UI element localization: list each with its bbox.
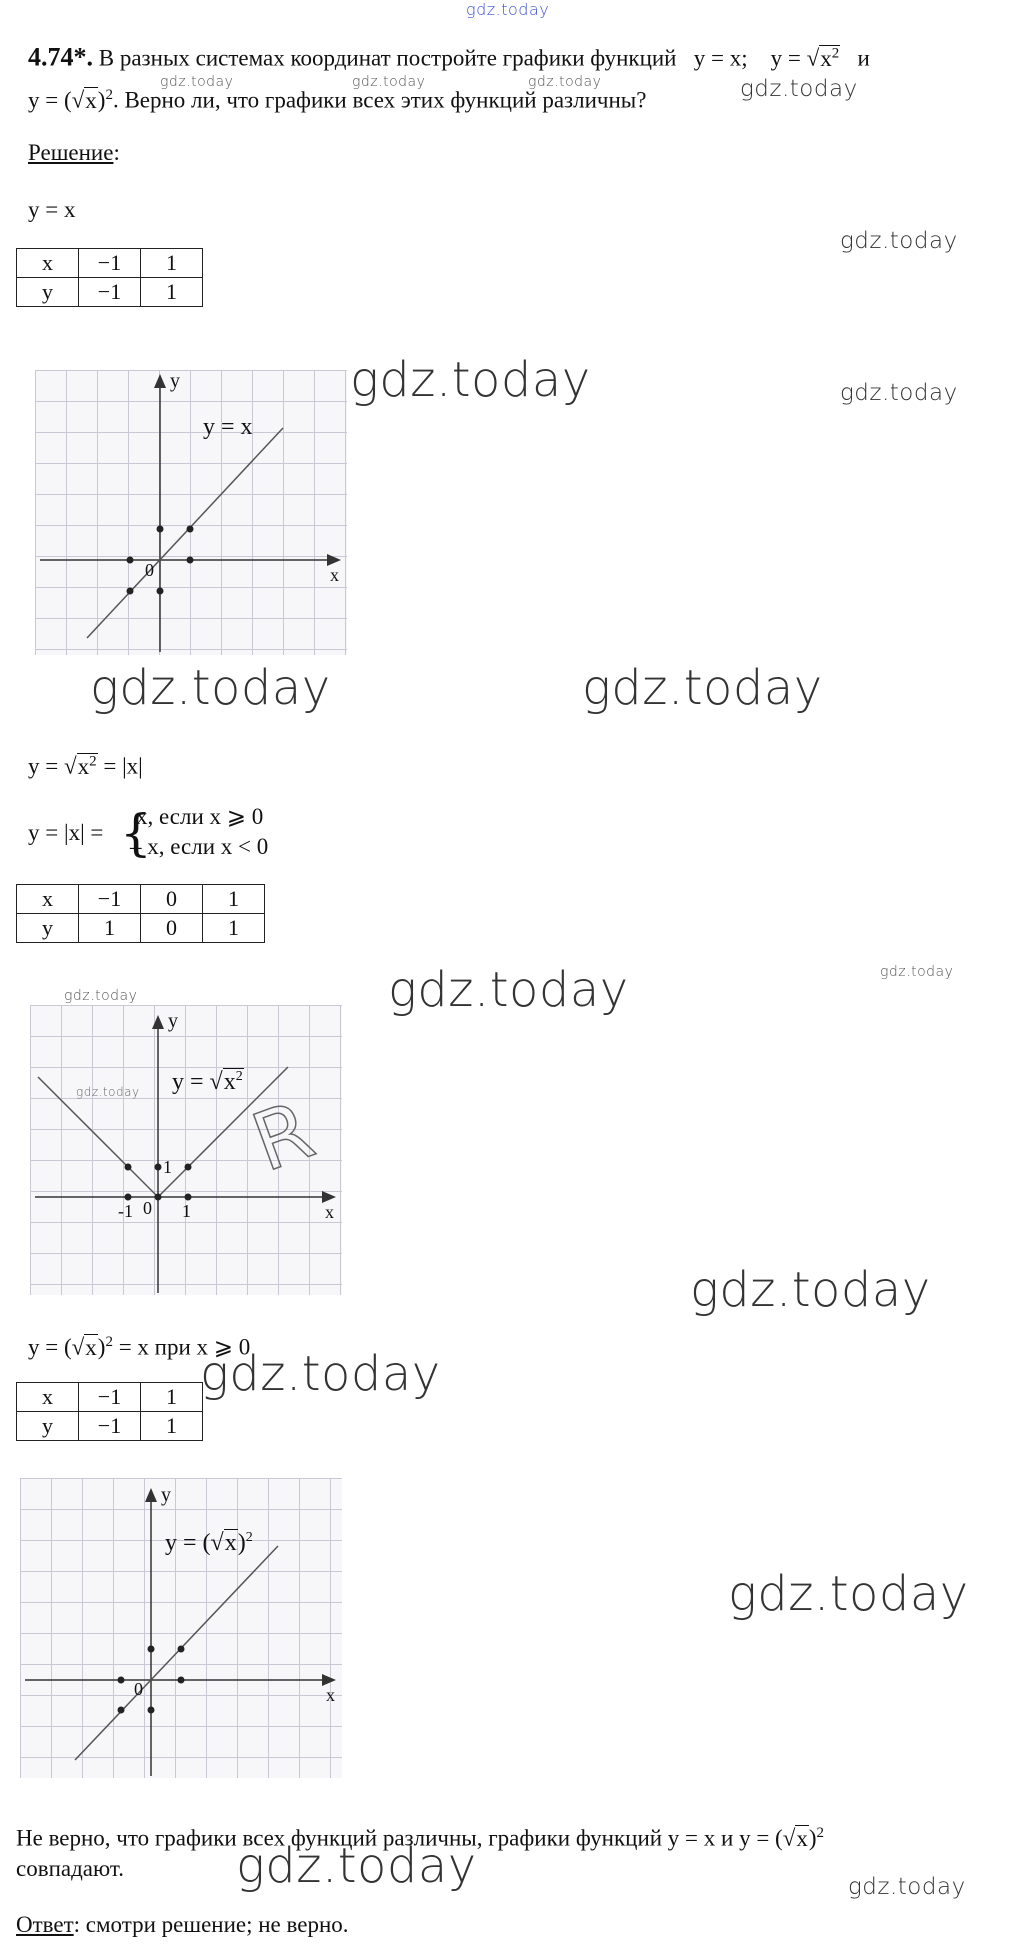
problem-number: 4.74*. <box>28 42 93 72</box>
watermark-large: gdz.today <box>200 1346 441 1402</box>
section2-formula: $y = √x^2 = |x|$ <box>28 753 143 779</box>
watermark-small: gdz.today <box>160 74 234 90</box>
answer-label: Ответ <box>16 1912 74 1937</box>
graph-3-plot <box>20 1478 342 1778</box>
watermark-medium: gdz.today <box>840 380 958 406</box>
top-watermark: gdz.today <box>466 0 550 19</box>
table-row: y −1 1 <box>17 278 203 307</box>
table-row: x −1 0 1 <box>17 885 265 914</box>
table-row: x −1 1 <box>17 1383 203 1412</box>
watermark-small: gdz.today <box>64 988 138 1004</box>
watermark-medium: gdz.today <box>840 228 958 254</box>
function-2-prefix: y = <box>770 45 801 71</box>
section2-piece-1: x, если x ⩾ 0 <box>136 804 264 829</box>
table-row: x −1 1 <box>17 249 203 278</box>
section2-piece-2: – x, если x < 0 <box>130 834 269 859</box>
section1-formula: y = x <box>28 197 76 222</box>
watermark-large: gdz.today <box>582 660 823 716</box>
conclusion-line-2: совпадают. <box>16 1856 124 1881</box>
watermark-large: gdz.today <box>690 1262 931 1318</box>
table-row: y −1 1 <box>17 1412 203 1441</box>
watermark-medium: gdz.today <box>740 76 858 102</box>
watermark-small: gdz.today <box>880 964 954 980</box>
graph-3: y x 0 $y = (√x)^2$ <box>20 1478 342 1778</box>
graph-1: y x 0 y = x <box>35 370 347 655</box>
brace-icon: { <box>120 804 152 862</box>
section1-values-table <box>16 248 203 307</box>
section3-formula: $y = (√x)^2 = x$ при x ⩾ 0 <box>28 1334 251 1360</box>
graph-2-label: $y = √x^2$ <box>172 1069 243 1095</box>
table-row: y 1 0 1 <box>17 914 265 943</box>
section2-piecewise-prefix: y = |x| = <box>28 820 104 845</box>
watermark-small: gdz.today <box>352 74 426 90</box>
stamp-letter: R <box>240 1083 325 1190</box>
function-2-radicand: $x^2$ <box>820 45 840 71</box>
problem-text: В разных системах координат постройте графики функций <box>98 45 677 71</box>
graph-3-label: $y = (√x)^2$ <box>165 1530 253 1556</box>
watermark-small: gdz.today <box>528 74 602 90</box>
problem-line-2: $y = (√x)^2$. Верно ли, что графики всех этих функций различны? <box>28 87 647 113</box>
section2-values-table <box>16 884 265 943</box>
watermark-large: gdz.today <box>236 1838 477 1894</box>
function-1: y = x; <box>693 45 748 71</box>
watermark-medium: gdz.today <box>848 1874 966 1900</box>
watermark-small: gdz.today <box>76 1085 140 1099</box>
solution-heading: Решение: <box>28 140 120 165</box>
problem-line-1: 4.74*. В разных системах координат постройте графики функций y = x; $y = √x^2$ и <box>28 42 870 72</box>
answer-text: : смотри решение; не верно. <box>73 1912 349 1937</box>
graph-1-plot <box>35 370 347 655</box>
graph-2: y x 0 -1 1 1 $y = √x^2$ gdz.today <box>30 1005 342 1295</box>
conclusion-line-1: Не верно, что графики всех функций различны, графики функций y = x и $y = (√x)^2$ <box>16 1825 825 1851</box>
watermark-large: gdz.today <box>350 352 591 408</box>
watermark-large: gdz.today <box>728 1566 969 1622</box>
watermark-large: gdz.today <box>388 962 629 1018</box>
section3-values-table <box>16 1382 203 1441</box>
answer <box>16 1910 349 1940</box>
watermark-large: gdz.today <box>90 660 331 716</box>
and-word: и <box>857 45 870 71</box>
